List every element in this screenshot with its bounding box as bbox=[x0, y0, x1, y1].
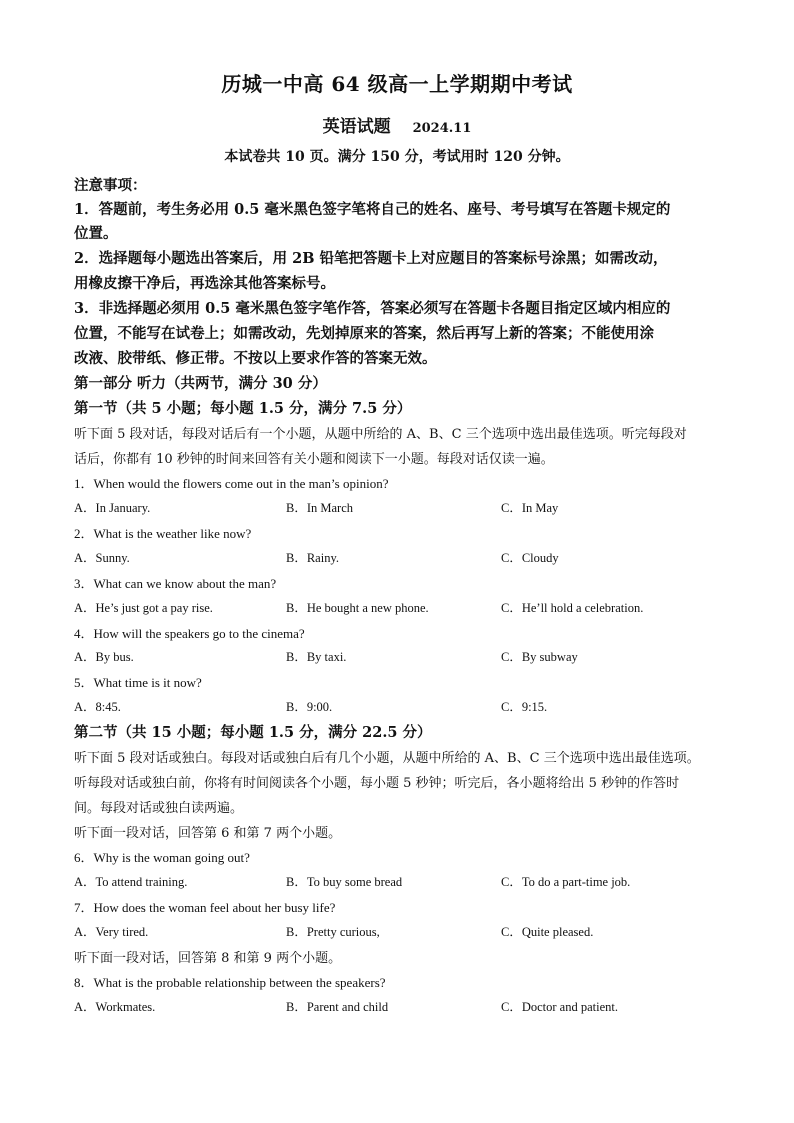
option-c: C．9:15. bbox=[501, 700, 548, 714]
question-stem: 7．How does the woman feel about her busy life? bbox=[74, 900, 336, 915]
subject-label: 英语试题 bbox=[322, 117, 391, 137]
section2-heading: 第二节（共 15 小题；每小题 1.5 分，满分 22.5 分） bbox=[74, 724, 432, 741]
option-b: B．To buy some bread bbox=[286, 875, 403, 889]
option-a: A．Sunny. bbox=[74, 551, 130, 565]
note-1-line-1: 1．答题前，考生务必用 0.5 毫米黑色签字笔将自己的姓名、座号、考号填写在答题卡规定的 bbox=[74, 201, 671, 218]
question-stem: 5．What time is it now? bbox=[74, 675, 202, 690]
option-b: B．In March bbox=[286, 501, 353, 515]
section1-heading: 第一节（共 5 小题；每小题 1.5 分，满分 7.5 分） bbox=[74, 400, 412, 417]
section1-instructions-line-2: 话后，你都有 10 秒钟的时间来回答有关小题和阅读下一小题。每段对话仅读一遍。 bbox=[74, 452, 554, 467]
part1-heading: 第一部分 听力（共两节，满分 30 分） bbox=[74, 375, 327, 392]
option-b: B．He bought a new phone. bbox=[286, 601, 429, 615]
option-a: A．8:45. bbox=[74, 700, 121, 714]
exam-intro: 本试卷共 10 页。满分 150 分，考试用时 120 分钟。 bbox=[224, 149, 570, 165]
option-b: B．Parent and child bbox=[286, 1000, 389, 1014]
section2-instructions-line-2: 听每段对话或独白前，你将有时间阅读各个小题，每小题 5 秒钟；听完后，各小题将给出 5 秒钟的作答时 bbox=[74, 776, 680, 791]
question-stem: 8．What is the probable relationship between the speakers? bbox=[74, 975, 386, 990]
section2-instructions-line-1: 听下面 5 段对话或独白。每段对话或独白后有几个小题，从题中所给的 A、B、C 三个选项中选出最佳选项。 bbox=[74, 751, 700, 766]
note-1-line-2: 位置。 bbox=[74, 225, 118, 242]
note-3-line-1: 3．非选择题必须用 0.5 毫米黑色签字笔作答，答案必须写在答题卡各题目指定区域内相应的 bbox=[74, 300, 671, 317]
question-stem: 2．What is the weather like now? bbox=[74, 526, 252, 541]
question-stem: 3．What can we know about the man? bbox=[74, 576, 277, 591]
option-a: A．To attend training. bbox=[74, 875, 188, 889]
option-c: C．By subway bbox=[501, 650, 578, 664]
section1-instructions-line-1: 听下面 5 段对话，每段对话后有一个小题，从题中所给的 A、B、C 三个选项中选出最佳选项。听完每段对 bbox=[74, 427, 687, 442]
notes-heading: 注意事项： bbox=[74, 177, 147, 194]
section2-instructions-line-3: 间。每段对话或独白读两遍。 bbox=[74, 801, 244, 816]
option-c: C．Cloudy bbox=[501, 551, 559, 565]
option-b: B．Rainy. bbox=[286, 551, 340, 565]
option-b: B．By taxi. bbox=[286, 650, 347, 664]
question-stem: 4．How will the speakers go to the cinema? bbox=[74, 626, 305, 641]
option-a: A．By bus. bbox=[74, 650, 134, 664]
option-c: C．Doctor and patient. bbox=[501, 1000, 618, 1014]
option-a: A．In January. bbox=[74, 501, 151, 515]
option-c: C．To do a part-time job. bbox=[501, 875, 631, 889]
option-c: C．Quite pleased. bbox=[501, 925, 594, 939]
dialog-instruction: 听下面一段对话，回答第 6 和第 7 两个小题。 bbox=[74, 826, 342, 841]
option-b: B．Pretty curious, bbox=[286, 925, 380, 939]
option-c: C．He’ll hold a celebration. bbox=[501, 601, 644, 615]
note-2-line-1: 2．选择题每小题选出答案后，用 2B 铅笔把答题卡上对应题目的答案标号涂黑；如需改动， bbox=[74, 250, 668, 267]
subject-title bbox=[0, 112, 794, 137]
option-a: A．Workmates. bbox=[74, 1000, 156, 1014]
note-3-line-3: 改液、胶带纸、修正带。不按以上要求作答的答案无效。 bbox=[74, 350, 437, 367]
option-a: A．Very tired. bbox=[74, 925, 149, 939]
question-stem: 1．When would the flowers come out in the man’s opinion? bbox=[74, 476, 389, 491]
dialog-instruction: 听下面一段对话，回答第 8 和第 9 两个小题。 bbox=[74, 951, 342, 966]
option-a: A．He’s just got a pay rise. bbox=[74, 601, 213, 615]
question-stem: 6．Why is the woman going out? bbox=[74, 850, 250, 865]
exam-date: 2024.11 bbox=[412, 121, 472, 136]
option-b: B．9:00. bbox=[286, 700, 333, 714]
option-c: C．In May bbox=[501, 501, 559, 515]
page-title: 历城一中高 64 级高一上学期期中考试 bbox=[221, 72, 573, 96]
note-3-line-2: 位置，不能写在试卷上；如需改动，先划掉原来的答案，然后再写上新的答案；不能使用涂 bbox=[74, 325, 654, 342]
note-2-line-2: 用橡皮擦干净后，再选涂其他答案标号。 bbox=[74, 275, 335, 292]
